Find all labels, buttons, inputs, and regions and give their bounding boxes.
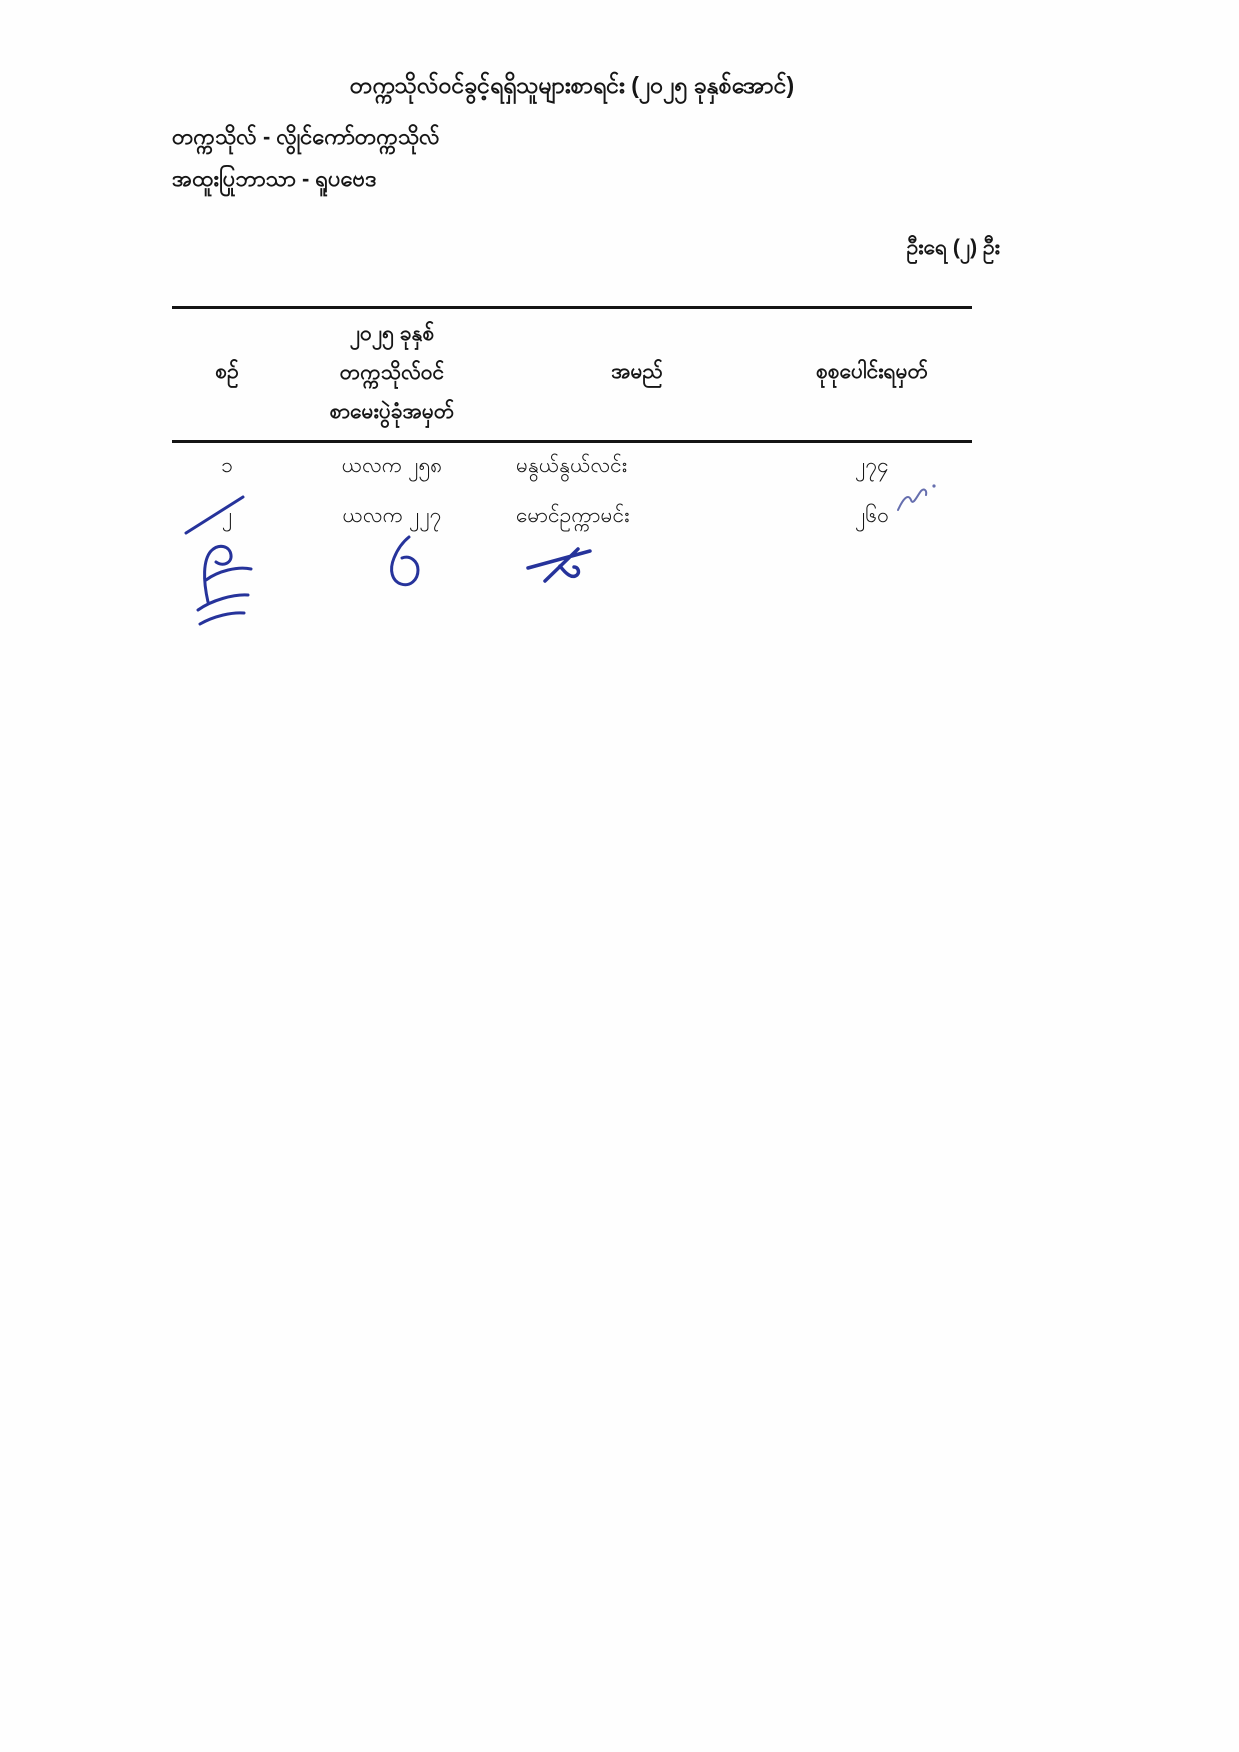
cell-no: ၂: [221, 504, 233, 528]
header-no: စဉ်: [215, 359, 239, 383]
subject-line: အထူးပြုဘာသာ - ရူပဗေဒ: [172, 166, 377, 191]
cell-total: ၂၆၀: [855, 504, 889, 528]
table-row: [172, 493, 972, 543]
table-header-row: [172, 309, 972, 440]
header-roll-number: [282, 315, 502, 432]
admissions-table: [172, 306, 972, 543]
university-line: တက္ကသိုလ် - လွိုင်ကော်တက္ကသိုလ်: [172, 124, 440, 149]
header-roll-line2: တက္ကသိုလ်ဝင်: [339, 360, 445, 384]
ink-check-mark: [528, 549, 590, 581]
document-title: တက္ကသိုလ်ဝင်ခွင့်ရရှိသူများစာရင်း (၂၀၂၅ ခုနှစ်အောင်): [349, 72, 795, 98]
cell-roll: ယလက ၂၅၈: [341, 454, 443, 478]
header-name: အမည်: [611, 359, 663, 383]
cell-no: ၁: [221, 454, 233, 478]
ink-signature-scribble: [198, 546, 251, 624]
header-total-marks: စုစုပေါင်းရမှတ်: [815, 359, 929, 383]
header-roll-line3: စာမေးပွဲခုံအမှတ်: [329, 399, 455, 423]
cell-name: မောင်ဥက္ကာမင်း: [516, 504, 630, 528]
cell-roll: ယလက ၂၂၇: [342, 504, 442, 528]
cell-name: မနွယ်နွယ်လင်း: [516, 454, 628, 478]
cell-total: ၂၇၄: [855, 454, 889, 478]
table-row: [172, 443, 972, 493]
header-roll-line1: ၂၀၂၅ ခုနှစ်: [349, 322, 435, 345]
ink-loop-mark: [392, 537, 418, 585]
count-label: ဦးရေ (၂) ဦး: [906, 236, 1000, 259]
